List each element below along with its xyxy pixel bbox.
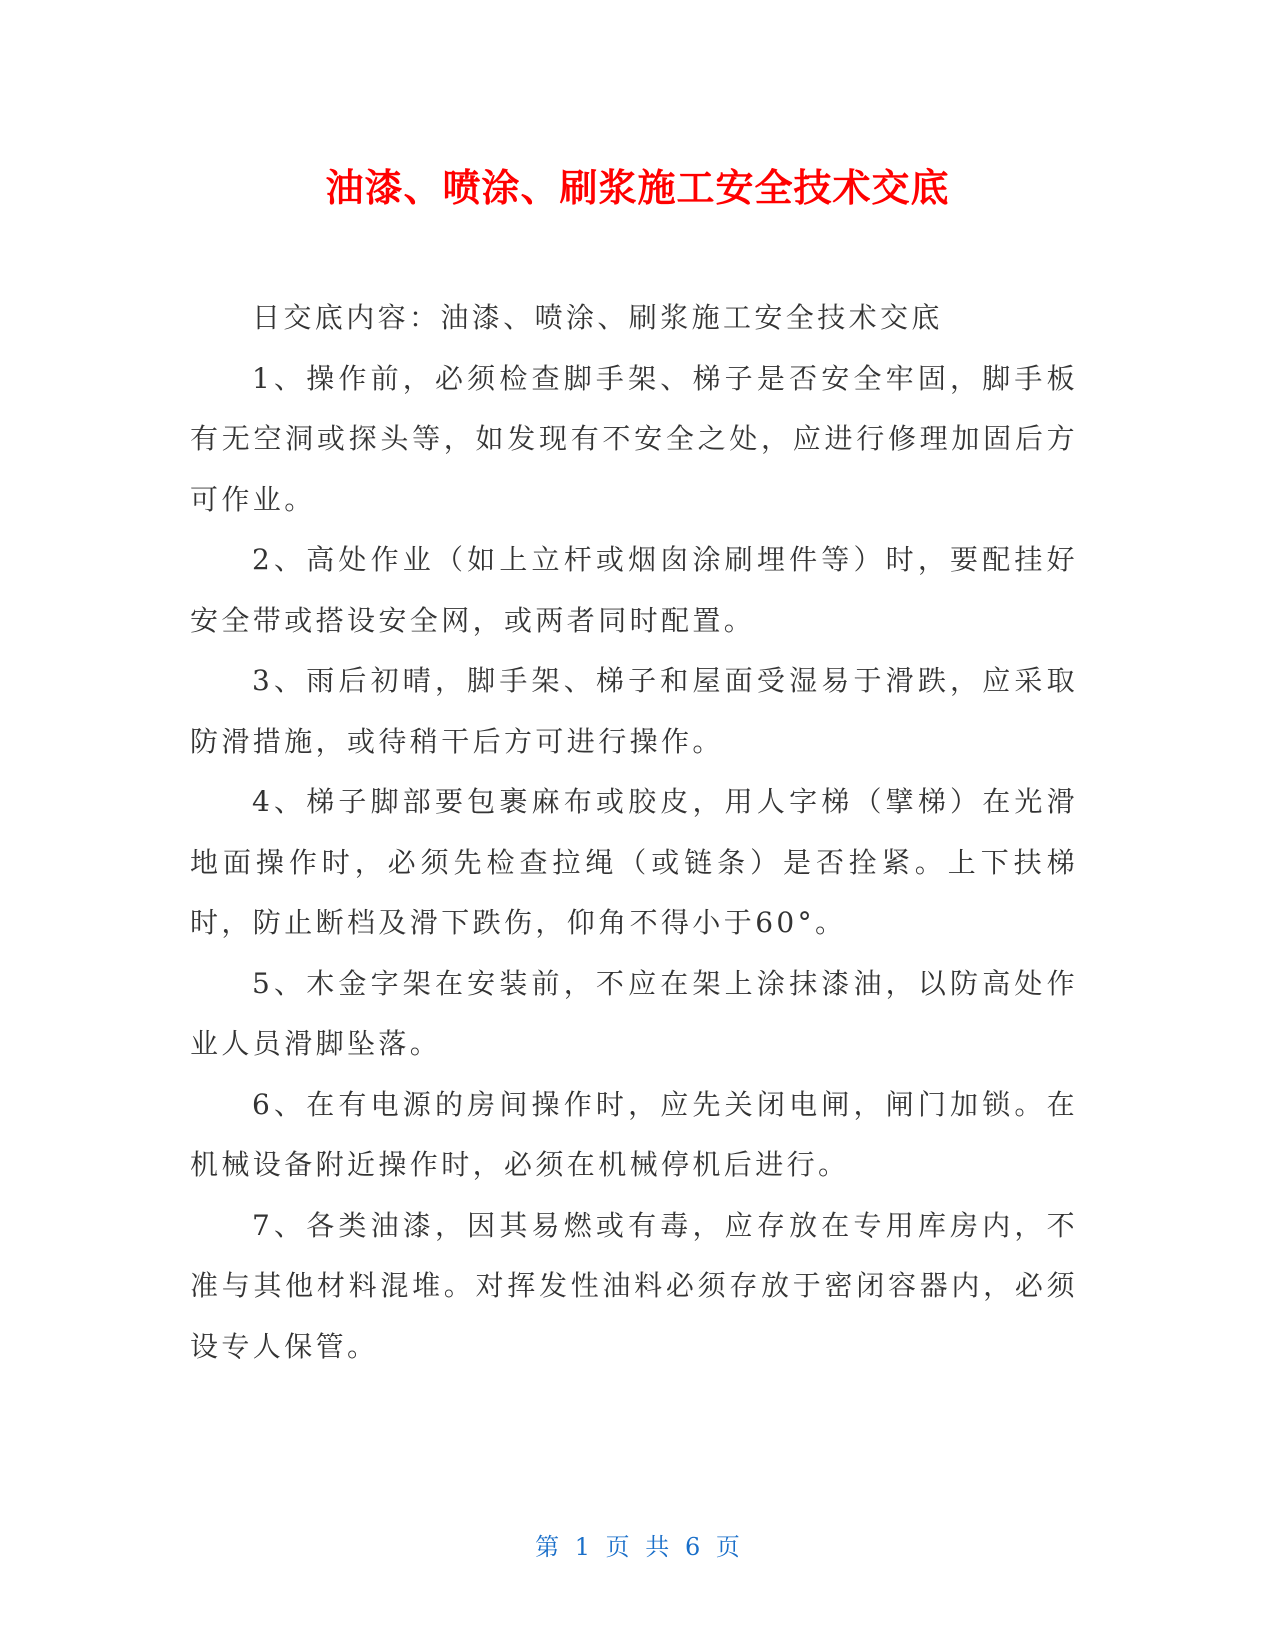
page-number-footer: 第 1 页 共 6 页 [535, 1533, 740, 1561]
paragraph-item-6: 6、在有电源的房间操作时，应先关闭电闸，闸门加锁。在机械设备附近操作时，必须在机械停机后进行。 [190, 1087, 1078, 1181]
paragraph-item-3: 3、雨后初晴，脚手架、梯子和屋面受湿易于滑跌，应采取防滑措施，或待稍干后方可进行操作。 [190, 664, 1078, 758]
paragraph-item-1: 1、操作前，必须检查脚手架、梯子是否安全牢固，脚手板有无空洞或探头等，如发现有不安全之处，应进行修理加固后方可作业。 [190, 361, 1078, 516]
document-body [190, 288, 1078, 1377]
paragraph-item-7: 7、各类油漆，因其易燃或有毒，应存放在专用库房内，不准与其他材料混堆。对挥发性油料必须存放于密闭容器内，必须设专人保管。 [190, 1208, 1078, 1363]
paragraph-item-5: 5、木金字架在安装前，不应在架上涂抹漆油，以防高处作业人员滑脚坠落。 [190, 966, 1078, 1060]
paragraph-item-2: 2、高处作业（如上立杆或烟囱涂刷埋件等）时，要配挂好安全带或搭设安全网，或两者同时配置。 [190, 543, 1078, 637]
document-title: 油漆、喷涂、刷浆施工安全技术交底 [325, 166, 950, 210]
paragraph-intro: 日交底内容：油漆、喷涂、刷浆施工安全技术交底 [252, 301, 943, 334]
paragraph-item-4: 4、梯子脚部要包裹麻布或胶皮，用人字梯（擘梯）在光滑地面操作时，必须先检查拉绳（或链条）是否拴紧。上下扶梯时，防止断档及滑下跌伤，仰角不得小于60°。 [190, 785, 1078, 939]
